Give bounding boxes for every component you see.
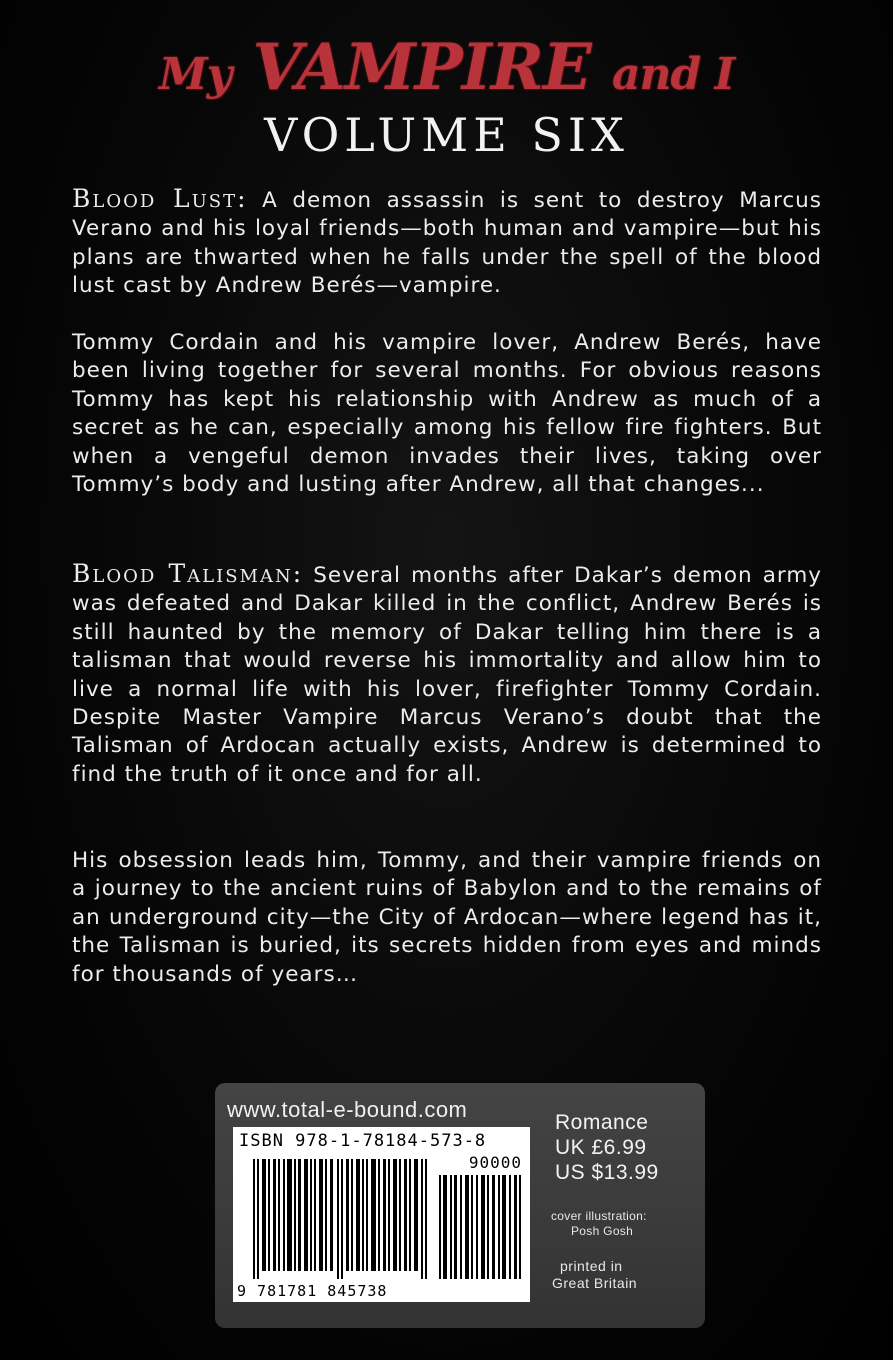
series-title-vampire: VAMPIRE (252, 30, 591, 105)
barcode-addon-number: 90000 (468, 1153, 522, 1172)
ean-barcode-bars (253, 1159, 435, 1279)
blurb-paragraph-2: Tommy Cordain and his vampire lover, Andrew Berés, have been living together for several months. For obvious reasons Tommy has kept his relationship with Andrew as much of a secret as he can, especially among his fellow fire fighters. But when a vengeful demon invades their lives, taking over Tommy’s body and lusting after Andrew, all that changes... (72, 330, 822, 498)
series-title-my: My (158, 49, 232, 100)
printed-line-1: printed in (560, 1258, 623, 1274)
series-title (0, 30, 893, 105)
isbn-number: ISBN 978-1-78184-573-8 (239, 1131, 487, 1151)
blurb-lead-blood-lust: Blood Lust: (72, 184, 248, 213)
cover-illustration-credit (551, 1209, 701, 1239)
isbn-barcode (233, 1127, 530, 1302)
pricing-block (555, 1111, 659, 1185)
blurb-paragraph-blood-lust (72, 185, 822, 301)
genre-label: Romance (555, 1111, 649, 1134)
volume-title: VOLUME SIX (264, 108, 629, 162)
blurb-text: A demon assassin is sent to destroy Marcus Verano and his loyal friends—both human and vampire—but his plans are thwarted when he falls under the spell of the blood lust cast by Andrew Berés—vampire. (72, 188, 822, 299)
blurb-paragraph-blood-talisman (72, 560, 822, 789)
blurb-paragraph-4: His obsession leads him, Tommy, and their vampire friends on a journey to the ancient ruins of Babylon and to the remains of an underground city—the City of Ardocan—where legend has it, the Talisman is buried, its secrets hidden from eyes and minds for thousands of years… (72, 848, 822, 987)
series-title-and-i: and I (611, 49, 735, 100)
ean-number: 9 781781 845738 (237, 1282, 388, 1300)
publisher-website: www.total-e-bound.com (227, 1097, 468, 1122)
blurb-text: Several months after Dakar’s demon army was defeated and Dakar killed in the conflict, Andrew Berés is still haunted by the memory of Dakar telling him there is a talisman that would reverse his immortality and allow him to live a normal life with his lover, firefighter Tommy Cordain. Despite Master Vampire Marcus Verano’s doubt that the Talisman of Ardocan actually exists, Andrew is determined to find the truth of it once and for all. (72, 563, 823, 787)
addon-barcode-bars (439, 1175, 523, 1279)
printed-line-2: Great Britain (552, 1275, 638, 1291)
printed-in-note (552, 1258, 637, 1292)
uk-price: UK £6.99 (555, 1136, 647, 1159)
blurb-lead-blood-talisman: Blood Talisman: (72, 559, 304, 588)
cover-illustration-label: cover illustration: (551, 1209, 647, 1223)
cover-illustration-artist: Posh Gosh (571, 1224, 634, 1238)
us-price: US $13.99 (555, 1161, 659, 1184)
barcode-panel (215, 1083, 705, 1328)
